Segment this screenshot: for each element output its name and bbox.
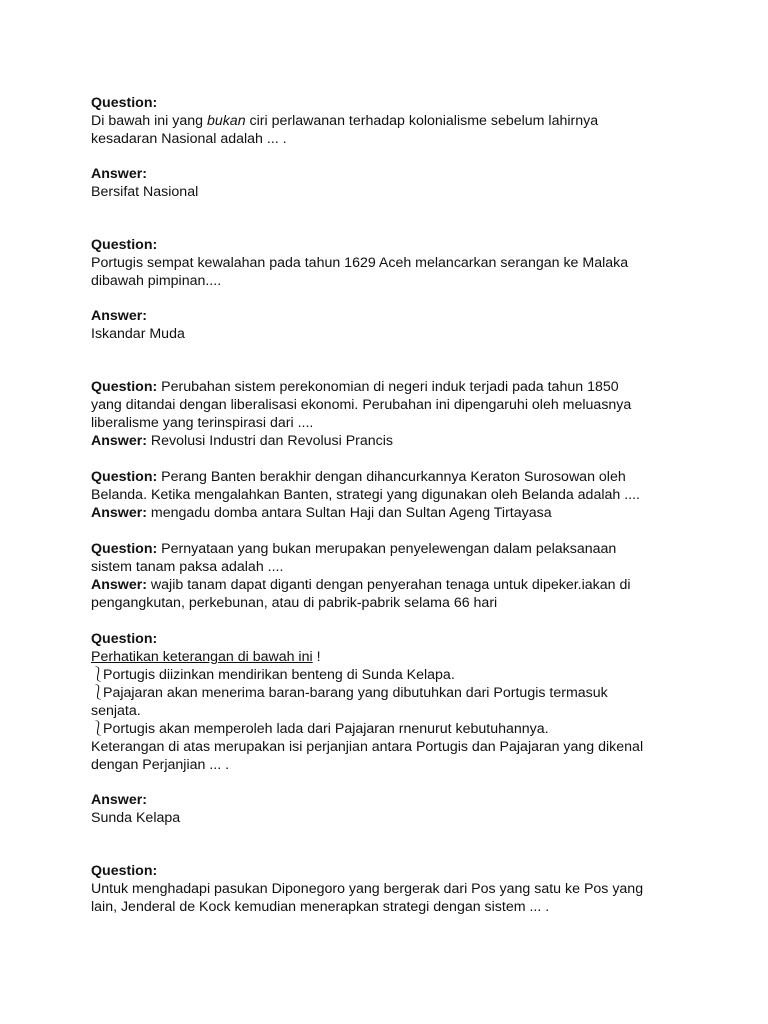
question-text: liberalisme yang terinspirasi dari .... — [91, 415, 314, 431]
question-label: Question: — [91, 541, 158, 557]
list-item-text: Pajajaran akan menerima baran-barang yang dibutuhkan dari Portugis termasuk — [103, 685, 608, 701]
answer-label: Answer: — [91, 505, 147, 521]
question-label: Question: — [91, 863, 158, 879]
answer-text: pengangkutan, perkebunan, atau di pabrik-pabrik selama 66 hari — [91, 595, 498, 611]
answer-text — [91, 504, 701, 522]
question-text-part: ciri perlawanan terhadap kolonialisme sebelum lahirnya — [245, 113, 599, 129]
question-emphasis: bukan — [206, 113, 246, 129]
question-text: Keterangan di atas merupakan isi perjanjian antara Portugis dan Pajajaran yang dikenal — [91, 739, 644, 755]
question-text — [91, 540, 701, 558]
list-item-text: Portugis diizinkan mendirikan benteng di Sunda Kelapa. — [103, 667, 455, 683]
question-text — [91, 378, 701, 396]
bullet-icon: ⎱ — [91, 721, 106, 737]
question-text: sistem tanam paksa adalah .... — [91, 559, 284, 575]
question-label: Question: — [91, 95, 158, 111]
answer-text: Sunda Kelapa — [91, 810, 181, 826]
answer-text — [91, 576, 701, 594]
question-label: Question: — [91, 469, 158, 485]
bullet-icon: ⎱ — [91, 667, 106, 683]
bullet-icon: ⎱ — [91, 685, 106, 701]
question-text-part: ! — [312, 649, 321, 665]
question-text: yang ditandai dengan liberalisasi ekonomi. Perubahan ini dipengaruhi oleh meluasnya — [91, 397, 632, 413]
answer-value: Revolusi Industri dan Revolusi Prancis — [146, 433, 394, 449]
question-text-part: Di bawah ini yang — [91, 113, 207, 129]
answer-value: wajib tanam dapat diganti dengan penyerahan tenaga untuk dipeker.iakan di — [146, 577, 631, 593]
list-item — [91, 720, 701, 738]
qa-content — [91, 94, 701, 916]
question-text — [91, 648, 701, 666]
question-label: Question: — [91, 237, 158, 253]
list-item-continuation: senjata. — [91, 703, 141, 719]
question-label: Question: — [91, 631, 158, 647]
question-text: dibawah pimpinan.... — [91, 273, 222, 289]
question-text — [91, 112, 701, 130]
question-text: Belanda. Ketika mengalahkan Banten, strategi yang digunakan oleh Belanda adalah .... — [91, 487, 640, 503]
question-text: Untuk menghadapi pasukan Diponegoro yang bergerak dari Pos yang satu ke Pos yang — [91, 881, 644, 897]
answer-label: Answer: — [91, 433, 147, 449]
question-intro-underlined: Perhatikan keterangan di bawah ini — [91, 649, 313, 665]
answer-text — [91, 432, 701, 450]
list-item — [91, 684, 701, 702]
answer-text: Bersifat Nasional — [91, 184, 199, 200]
answer-label: Answer: — [91, 166, 147, 182]
question-text-part: Pernyataan yang bukan merupakan penyelewengan dalam pelaksanaan — [157, 541, 617, 557]
answer-label: Answer: — [91, 308, 147, 324]
answer-text: Iskandar Muda — [91, 326, 185, 342]
list-item-text: Portugis akan memperoleh lada dari Pajajaran rnenurut kebutuhannya. — [103, 721, 549, 737]
question-text — [91, 468, 701, 486]
question-text: dengan Perjanjian ... . — [91, 757, 230, 773]
question-label: Question: — [91, 379, 158, 395]
answer-value: mengadu domba antara Sultan Haji dan Sultan Ageng Tirtayasa — [146, 505, 552, 521]
question-text: Portugis sempat kewalahan pada tahun 1629 Aceh melancarkan serangan ke Malaka — [91, 255, 629, 271]
question-text-part: Perubahan sistem perekonomian di negeri induk terjadi pada tahun 1850 — [157, 379, 619, 395]
answer-label: Answer: — [91, 792, 147, 808]
list-item — [91, 666, 701, 684]
answer-label: Answer: — [91, 577, 147, 593]
question-text-part: Perang Banten berakhir dengan dihancurkannya Keraton Surosowan oleh — [157, 469, 626, 485]
question-text: lain, Jenderal de Kock kemudian menerapkan strategi dengan sistem ... . — [91, 899, 550, 915]
question-text: kesadaran Nasional adalah ... . — [91, 131, 287, 147]
